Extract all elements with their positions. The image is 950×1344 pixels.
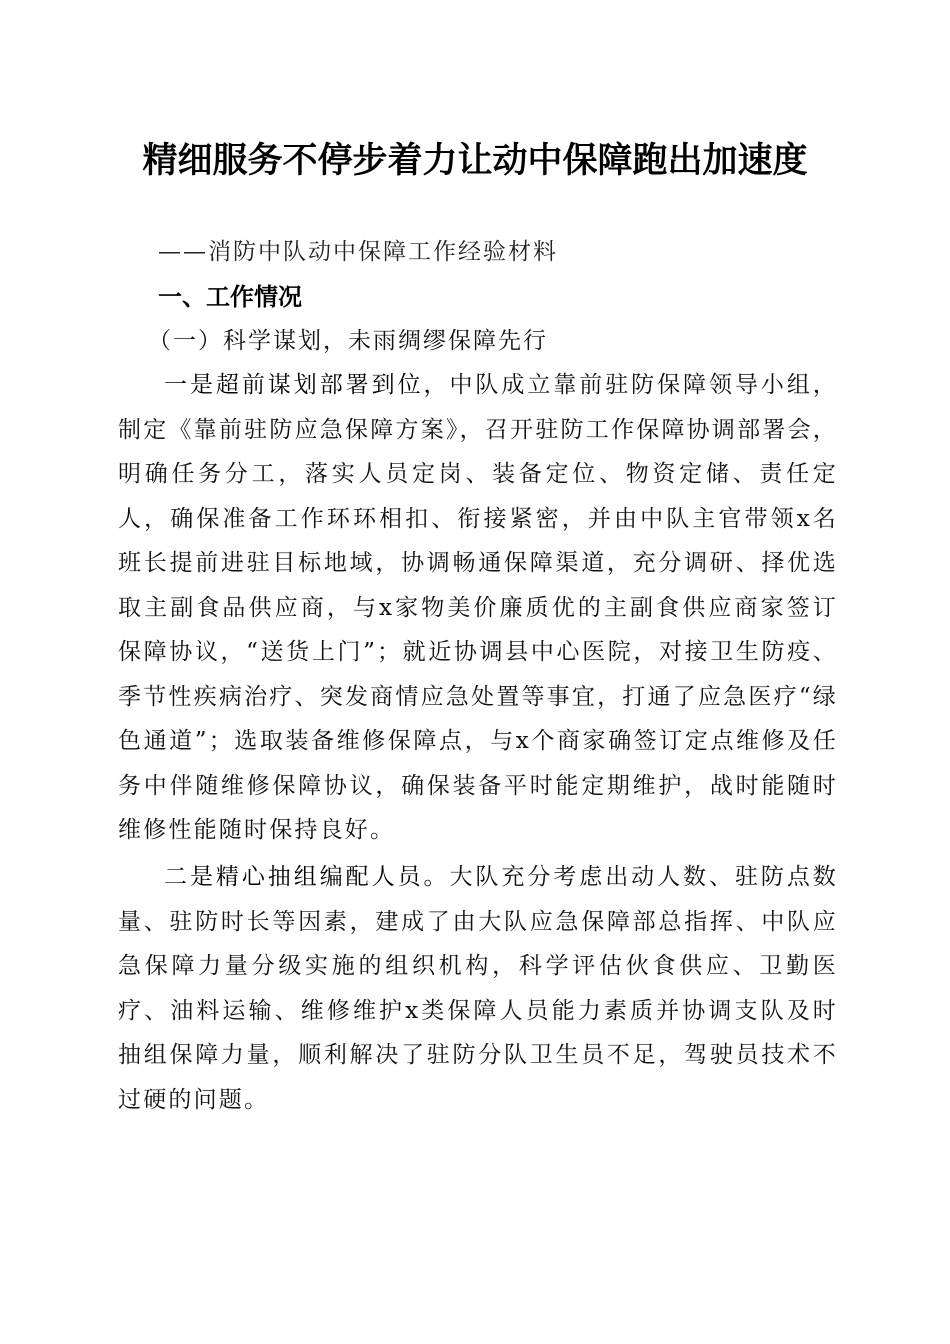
body-paragraph [118,363,838,853]
paragraph-lead: 一是超前谋划部署到位， [164,372,450,398]
body-paragraph [118,855,838,1122]
section-heading: 一、工作情况 [158,283,302,311]
subsection-heading: （一）科学谋划，未雨绸缪保障先行 [148,328,548,354]
document-subtitle: ——消防中队动中保障工作经验材料 [158,239,558,265]
paragraph-text: 中队成立靠前驻防保障领导小组，制定《靠前驻防应急保障方案》，召开驻防工作保障协调部署会，明确任务分工，落实人员定岗、装备定位、物资定储、责任定人，确保准备工作环环相扣、衔接紧密，并由中队主官带领x名班长提前进驻目标地域，协调畅通保障渠道，充分调研、择优选取主副食品供应商，与x家物美价廉质优的主副食供应商家签订保障协议，“送货上门”；就近协调县中心医院，对接卫生防疫、季节性疾病治疗、突发商情应急处置等事宜，打通了应急医疗“绿色通道”；选取装备维修保障点，与x个商家确签订定点维修及任务中伴随维修保障协议，确保装备平时能定期维护，战时能随时维修性能随时保持良好。 [118,372,839,843]
paragraph-lead: 二是精心抽组编配人员。 [164,864,450,890]
document-title: 精细服务不停步着力让动中保障跑出加速度 [142,141,808,181]
paragraph-text: 大队充分考虑出动人数、驻防点数量、驻防时长等因素，建成了由大队应急保障部总指挥、中队应急保障力量分级实施的组织机构，科学评估伙食供应、卫勤医疗、油料运输、维修维护x类保障人员能力素质并协调支队及时抽组保障力量，顺利解决了驻防分队卫生员不足，驾驶员技术不过硬的问题。 [118,864,839,1113]
